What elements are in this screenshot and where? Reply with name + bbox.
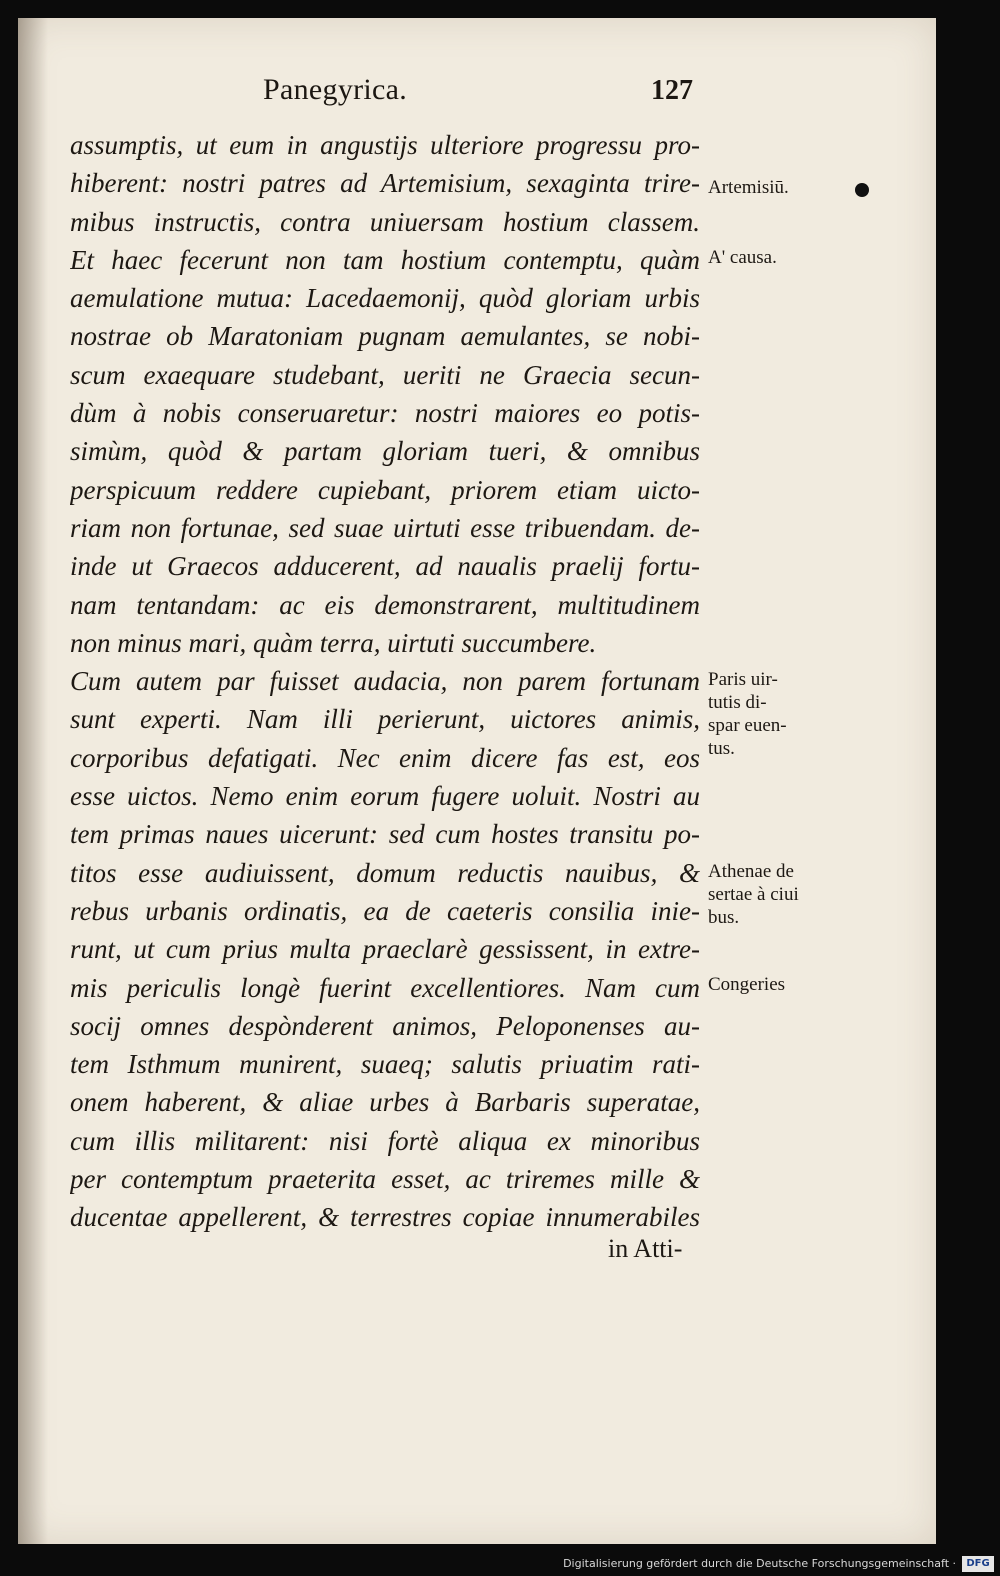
text-line: per contemptum praeterita esset, ac triremes mille & [70,1164,700,1195]
text-line: riam non fortunae, sed suae uirtuti esse tribuendam. de- [70,512,700,543]
text-line: mibus instructis, contra uniuersam hostium classem. [70,206,700,237]
book-page [18,18,936,1544]
page-number: 127 [651,75,693,106]
margin-note-line: tutis di- [708,692,767,713]
text-line: inde ut Graecos adducerent, ad naualis praelij fortu- [70,551,700,582]
text-line: tem primas naues uicerunt: sed cum hostes transitu po- [70,819,700,850]
ink-dot [855,183,869,197]
text-line: hiberent: nostri patres ad Artemisium, sexaginta trire- [70,168,700,199]
catchword: in Atti- [608,1234,683,1263]
text-line: non minus mari, quàm terra, uirtuti succumbere. [70,627,597,658]
margin-note-line: sertae à ciui [708,884,799,905]
margin-note-line: Congeries [708,974,786,995]
text-line: simùm, quòd & partam gloriam tueri, & omnibus [70,436,700,467]
funding-credit: Digitalisierung gefördert durch die Deutsche Forschungsgemeinschaft · [563,1557,956,1570]
text-line: perspicuum reddere cupiebant, priorem etiam uicto- [70,474,700,505]
text-line: rebus urbanis ordinatis, ea de caeteris consilia inie- [70,895,700,926]
text-line: Et haec fecerunt non tam hostium contemptu, quàm [70,244,700,275]
text-line: socij omnes despònderent animos, Peloponenses au- [70,1010,700,1041]
margin-note-line: Artemisiū. [708,177,789,198]
margin-note-athenae [708,860,848,929]
margin-note-line: A' causa. [708,247,777,268]
text-line: sunt experti. Nam illi perierunt, uictores animis, [70,704,700,735]
page-header [263,73,693,119]
margin-note-paris-uirtutis [708,668,848,760]
margin-note-causa [708,246,848,269]
text-line: aemulatione mutua: Lacedaemonij, quòd gloriam urbis [70,283,700,314]
margin-note-congeries [708,973,848,996]
footer-band [0,1544,1000,1576]
text-line: onem haberent, & aliae urbes à Barbaris superatae, [70,1087,700,1118]
margin-note-artemisium [708,176,848,199]
text-line: assumptis, ut eum in angustijs ulteriore progressu pro- [70,130,700,160]
margin-note-line: Paris uir- [708,669,778,690]
text-line: runt, ut cum prius multa praeclarè gessissent, in extre- [70,934,700,965]
text-line: nostrae ob Maratoniam pugnam aemulantes, se nobi- [70,321,700,352]
text-line: esse uictos. Nemo enim eorum fugere uoluit. Nostri au [70,781,700,812]
text-line: tem Isthmum munirent, suaeq; salutis priuatim rati- [70,1049,700,1080]
text-line: nam tentandam: ac eis demonstrarent, multitudinem [70,589,700,620]
margin-note-line: bus. [708,907,740,928]
text-line: mis periculis longè fuerint excellentiores. Nam cum [70,972,700,1003]
text-line: cum illis militarent: nisi fortè aliqua ex minoribus [70,1125,700,1156]
text-line: corporibus defatigati. Nec enim dicere fas est, eos [70,742,700,773]
body-text [70,126,700,1237]
margin-note-line: Athenae de [708,861,794,882]
text-line: scum exaequare studebant, ueriti ne Graecia secun- [70,359,700,390]
text-line: titos esse audiuissent, domum reductis nauibus, & [70,857,700,888]
margin-note-line: spar euen- [708,715,787,736]
running-title: Panegyrica. [263,73,408,106]
text-line: Cum autem par fuisset audacia, non parem fortunam [70,666,700,697]
text-line: ducentae appellerent, & terrestres copiae innumerabiles [70,1202,700,1233]
text-line: dùm à nobis conseruaretur: nostri maiores eo potis- [70,398,700,429]
dfg-logo-icon: DFG [962,1556,994,1572]
margin-note-line: tus. [708,738,735,759]
